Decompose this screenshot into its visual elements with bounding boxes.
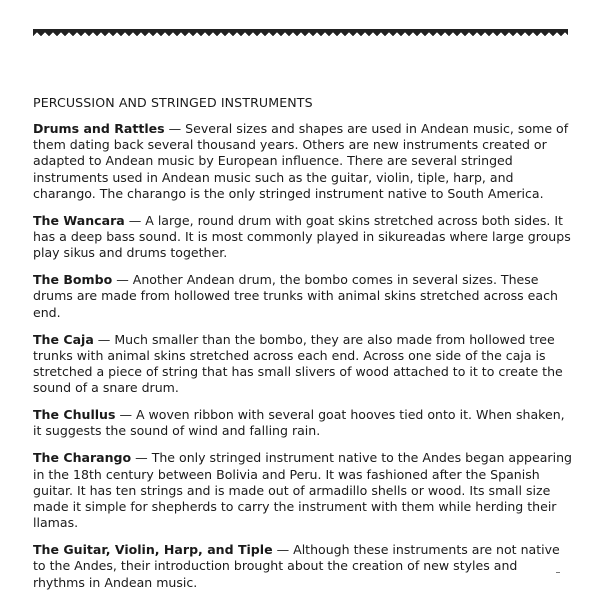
entry-drums-and-rattles: [33, 121, 573, 202]
decorative-triangle-border: [33, 29, 568, 36]
entry-title: The Wancara: [33, 212, 125, 228]
entry-title: Drums and Rattles: [33, 121, 165, 136]
section-heading: PERCUSSION AND STRINGED INSTRUMENTS: [33, 95, 313, 110]
document-body: [33, 95, 573, 602]
entry-text: — A large, round drum with goat skins stretched across both sides. It has a deep bass sound. It is most commonly played in sikureadas where large groups play sikus and drums together.: [33, 212, 571, 261]
entry-title: The Charango: [33, 450, 132, 466]
entry-title: The Guitar, Violin, Harp, and Tiple: [33, 542, 273, 558]
entry-title: The Chullus: [33, 407, 116, 423]
entry-text: — A woven ribbon with several goat hooves tied onto it. When shaken, it suggests the sound of wind and falling rain.: [33, 407, 565, 439]
entry-bombo: [33, 272, 573, 321]
entry-caja: [33, 332, 573, 397]
entry-chullus: [33, 407, 573, 439]
entry-guitar-violin-harp-tiple: [33, 542, 573, 591]
entry-text: — The only stringed instrument native to the Andes began appearing in the 18th century between Bolivia and Peru. It was fashioned after the Spanish guitar. It has ten strings and is made out of armadillo shells or wood. Its small size made it simple for shepherds to carry the instrument with them while herding their llamas.: [33, 450, 572, 531]
entry-text: — Although these instruments are not native to the Andes, their introduction brought about the creation of new styles and rhythms in Andean music.: [33, 542, 560, 590]
entry-charango: [33, 450, 573, 531]
page-mark: [556, 572, 560, 573]
entry-text: — Another Andean drum, the bombo comes in several sizes. These drums are made from hollowed tree trunks with animal skins stretched across each end.: [33, 272, 558, 320]
entry-title: The Bombo: [33, 272, 113, 288]
entry-wancara: [33, 213, 573, 262]
entry-title: The Caja: [33, 331, 94, 347]
entry-text: — Much smaller than the bombo, they are also made from hollowed tree trunks with animal skins stretched across each end. Across one side of the caja is stretched a piece of string that has small slivers of wood attached to it to create the sound of a snare drum.: [33, 331, 563, 396]
entry-text: — Several sizes and shapes are used in Andean music, some of them dating back several thousand years. Others are new instruments created or adapted to Andean music by European influence. There are several stringed instruments used in Andean music such as the guitar, violin, tiple, harp, and charango. The charango is the only stringed instrument native to South America.: [33, 121, 569, 201]
